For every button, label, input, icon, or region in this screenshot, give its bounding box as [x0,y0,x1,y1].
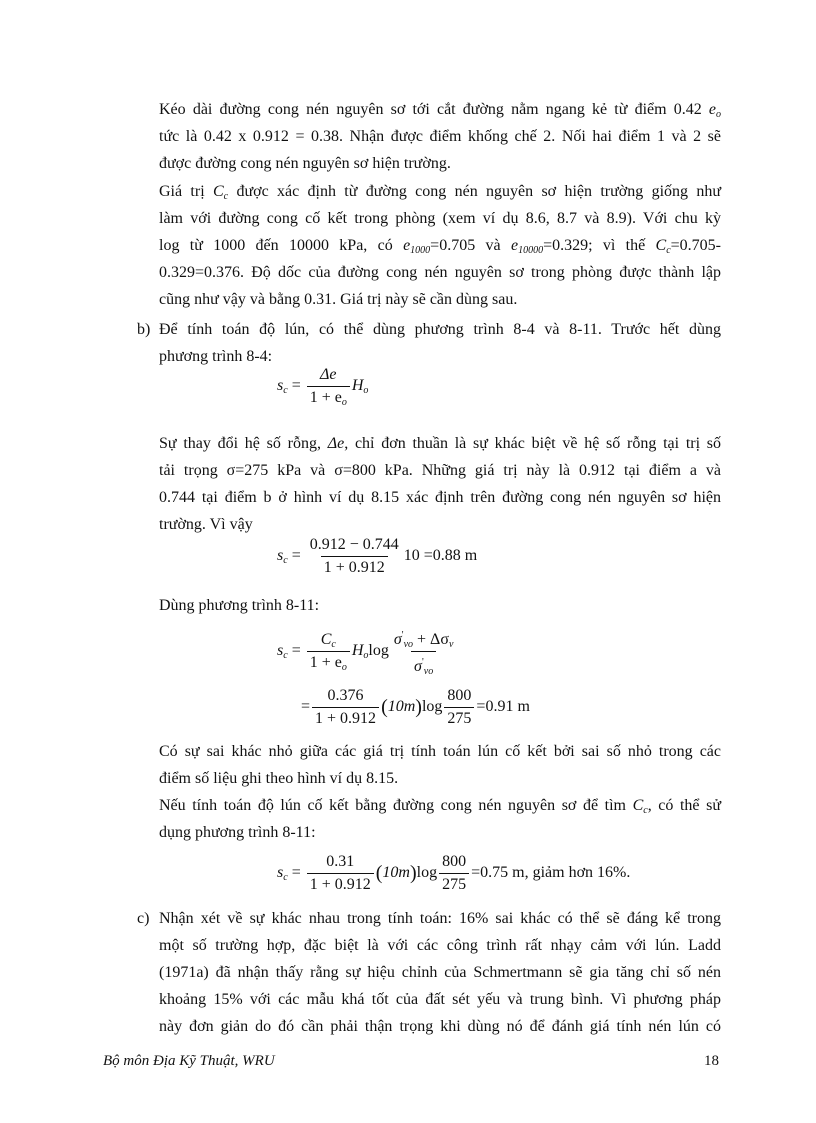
equation-settlement-2: = $\frac{0.376}{1 + 0.912}$ (10m)log $\frac{800}{275}$ =0.91 m [301,687,530,727]
equation-8-4: $s_c$ = $\frac{\Delta e}{1 + e_o}$ $H_o$ [277,366,369,408]
paragraph-1: Kéo dài đường cong nén nguyên sơ tới cắt đường nằm ngang kẻ từ điểm 0.42 $e_o$ tức là 0.42 x 0.912 = 0.38. Nhận được điểm khống chế 2. Nối hai điểm 1 và 2 sẽ được đường cong nén nguyên sơ hiện trường. [159,101,722,172]
page-number: 18 [704,1053,719,1069]
virgin-curve-paragraph: Nếu tính toán độ lún cố kết bằng đường cong nén nguyên sơ để tìm $C_c$, có thể sử dụng phương trình 8-11: [159,797,722,841]
p1-text: Kéo dài đường cong nén nguyên sơ tới cắt đường nằm ngang kẻ từ điểm 0.42 [159,101,702,118]
paragraph-2: Giá trị $C_c$ được xác định từ đường cong nén nguyên sơ hiện trường giống như làm với đường cong cố kết trong phòng (xem ví dụ 8.6, 8.7 và 8.9). Với chu kỳ log từ 1000 đến 10000 kPa, có $e_{1000}=0.705$ và $e_{10000}=0.329$; vì thế $C_c=0.705-$ 0.329=0.376. Độ dốc của đường cong nén nguyên sơ trong phòng được thành lập cũng như vậy và bằng 0.31. Giá trị này sẽ cần dùng sau. [159,183,722,308]
equation-settlement-1: $s_c$ = $\frac{0.912 - 0.744}{1 + 0.912}$ 10 =0.88 m [277,536,478,576]
equation-settlement-3: $s_c$ = $\frac{0.31}{1 + 0.912}$ (10m)log $\frac{800}{275}$ =0.75 m, giảm hơn 16%. [277,853,631,893]
void-ratio-paragraph: Sự thay đổi hệ số rỗng, Δe, chỉ đơn thuần là sự khác biệt về hệ số rỗng tại trị số tải trọng σ=275 kPa và σ=800 kPa. Những giá trị này là 0.912 tại điểm a và 0.744 tại điểm b ở hình ví dụ 8.15 xác định trên đường cong nén nguyên sơ hiện trường. Vì vậy [159,435,722,533]
use-equation-8-11: Dùng phương trình 8-11: [159,597,320,614]
item-b-label: b) [137,321,151,338]
item-c-paragraph: Nhận xét về sự khác nhau trong tính toán: 16% sai khác có thể sẽ đáng kể trong một số trường hợp, đặc biệt là với các công trình rất nhạy cảm với lún. Ladd (1971a) đã nhận thấy rằng sự hiệu chỉnh của Schmertmann sẽ gia tăng chỉ số nén khoảng 15% với các mẫu khá tốt của đất sét yếu và trung bình. Vì phương pháp này đơn giản do đó cần phải thận trọng khi dùng nó để đánh giá tính nén lún có [159,910,721,1035]
difference-paragraph: Có sự sai khác nhỏ giữa các giá trị tính toán lún cố kết bởi sai số nhỏ trong các điểm số liệu ghi theo hình ví dụ 8.15. [159,743,721,787]
equation-8-11: $s_c$ = $\frac{C_c}{1 + e_o}$ $H_o\log$ $\frac{\sigma'_{vo} + \Delta\sigma_v}{\sigma'_{vo}}$ [277,630,454,677]
item-b-intro: Để tính toán độ lún, có thể dùng phương trình 8-4 và 8-11. Trước hết dùng phương trình 8-4: [159,321,721,365]
footer-department: Bộ môn Địa Kỹ Thuật, WRU [103,1053,275,1069]
item-c-label: c) [137,910,150,927]
